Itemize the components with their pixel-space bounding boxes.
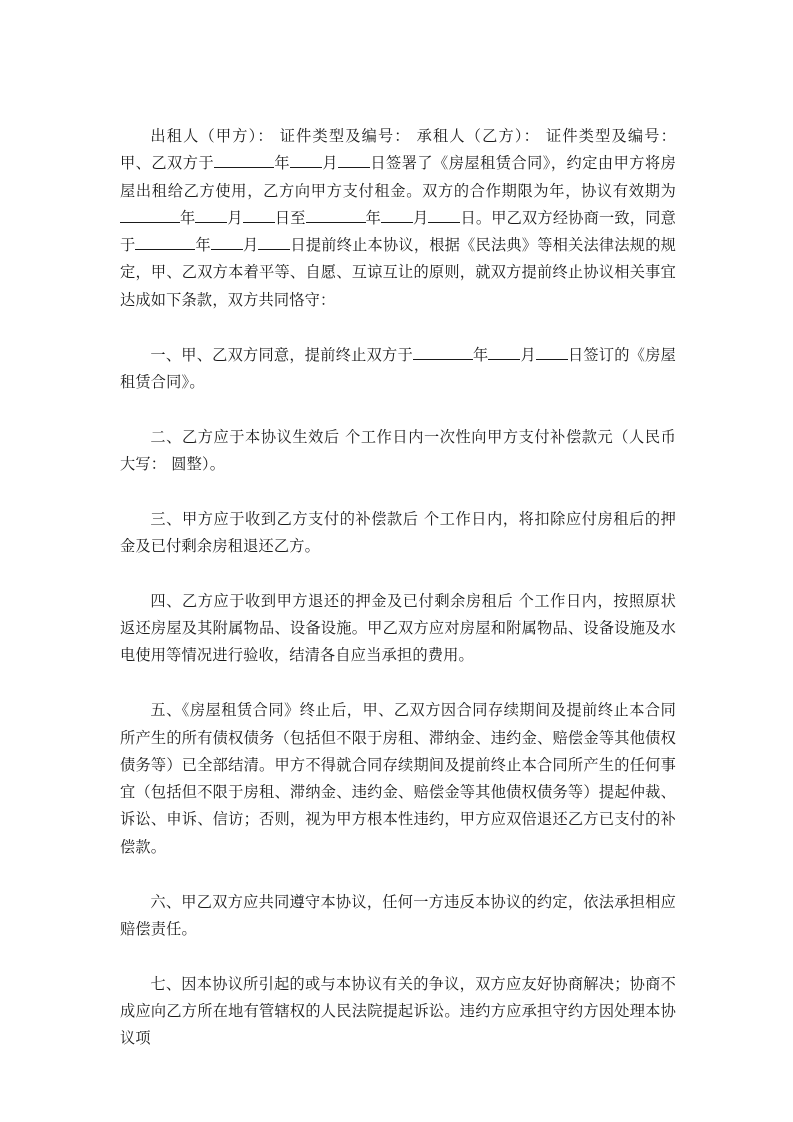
- blank-year: [214, 151, 274, 168]
- clause-7-paragraph: 七、因本协议所引起的或与本协议有关的争议，双方应友好协商解决；协商不成应向乙方所在地有管辖权的人民法院提起诉讼。违约方应承担守约方因处理本协议项: [120, 974, 676, 1048]
- clause-3-paragraph: 三、甲方应于收到乙方支付的补偿款后 个工作日内，将扣除应付房租后的押金及已付剩余房租退还乙方。: [120, 509, 676, 556]
- clause-6-paragraph: 六、甲乙双方应共同遵守本协议，任何一方违反本协议的约定，依法承担相应赔偿责任。: [120, 892, 676, 938]
- blank-day: [258, 233, 290, 250]
- clause-2-paragraph: 二、乙方应于本协议生效后 个工作日内一次性向甲方支付补偿款元（人民币大写： 圆整）。: [120, 427, 676, 473]
- blank-day: [338, 151, 370, 168]
- document-page: [120, 123, 676, 1053]
- intro-paragraph: 出租人（甲方）： 证件类型及编号： 承租人（乙方）： 证件类型及编号： 甲、乙双方于 年 月 日签署了《房屋租赁合同》，约定由甲方将房屋出租给乙方使用，乙方向甲方支付租金。双方的合作期限为年，协议有效期为年 月 日至 年 月 日。甲乙双方经协商一致，同意于 年 月 日提前终止本协议，根据《民法典》等相关法律法规的规定，甲、乙双方本着平等、自愿、互谅互让的原则，就双方提前终止协议相关事宜达成如下条款，双方共同恪守：: [120, 127, 677, 309]
- clause-5-paragraph: 五、《房屋租赁合同》终止后，甲、乙双方因合同存续期间及提前终止本合同所产生的所有债权债务（包括但不限于房租、滞纳金、违约金、赔偿金等其他债权债务等）已全部结清。甲方不得就合同存续期间及提前终止本合同所产生的任何事宜（包括但不限于房租、滞纳金、违约金、赔偿金等其他债权债务等）提起仲裁、诉讼、申诉、信访；否则，视为甲方根本性违约，甲方应双倍退还乙方已支付的补偿款。: [120, 701, 676, 856]
- blank-month: [488, 343, 520, 360]
- blank-year: [413, 343, 473, 360]
- blank-month: [195, 206, 227, 223]
- blank-month: [381, 206, 413, 223]
- blank-day: [536, 343, 568, 360]
- blank-day: [428, 206, 460, 223]
- blank-year: [135, 233, 195, 250]
- blank-month: [290, 151, 322, 168]
- blank-year: [306, 206, 366, 223]
- blank-year: [120, 206, 180, 223]
- blank-day: [243, 206, 275, 223]
- clause-4-paragraph: 四、乙方应于收到甲方退还的押金及已付剩余房租后 个工作日内，按照原状返还房屋及其附属物品、设备设施。甲乙双方应对房屋和附属物品、设备设施及水电使用等情况进行验收，结清各自应当承担的费用。: [120, 591, 676, 665]
- clause-1-paragraph: 一、甲、乙双方同意，提前终止双方于 年 月 日签订的《房屋租赁合同》。: [120, 342, 676, 397]
- blank-month: [211, 233, 243, 250]
